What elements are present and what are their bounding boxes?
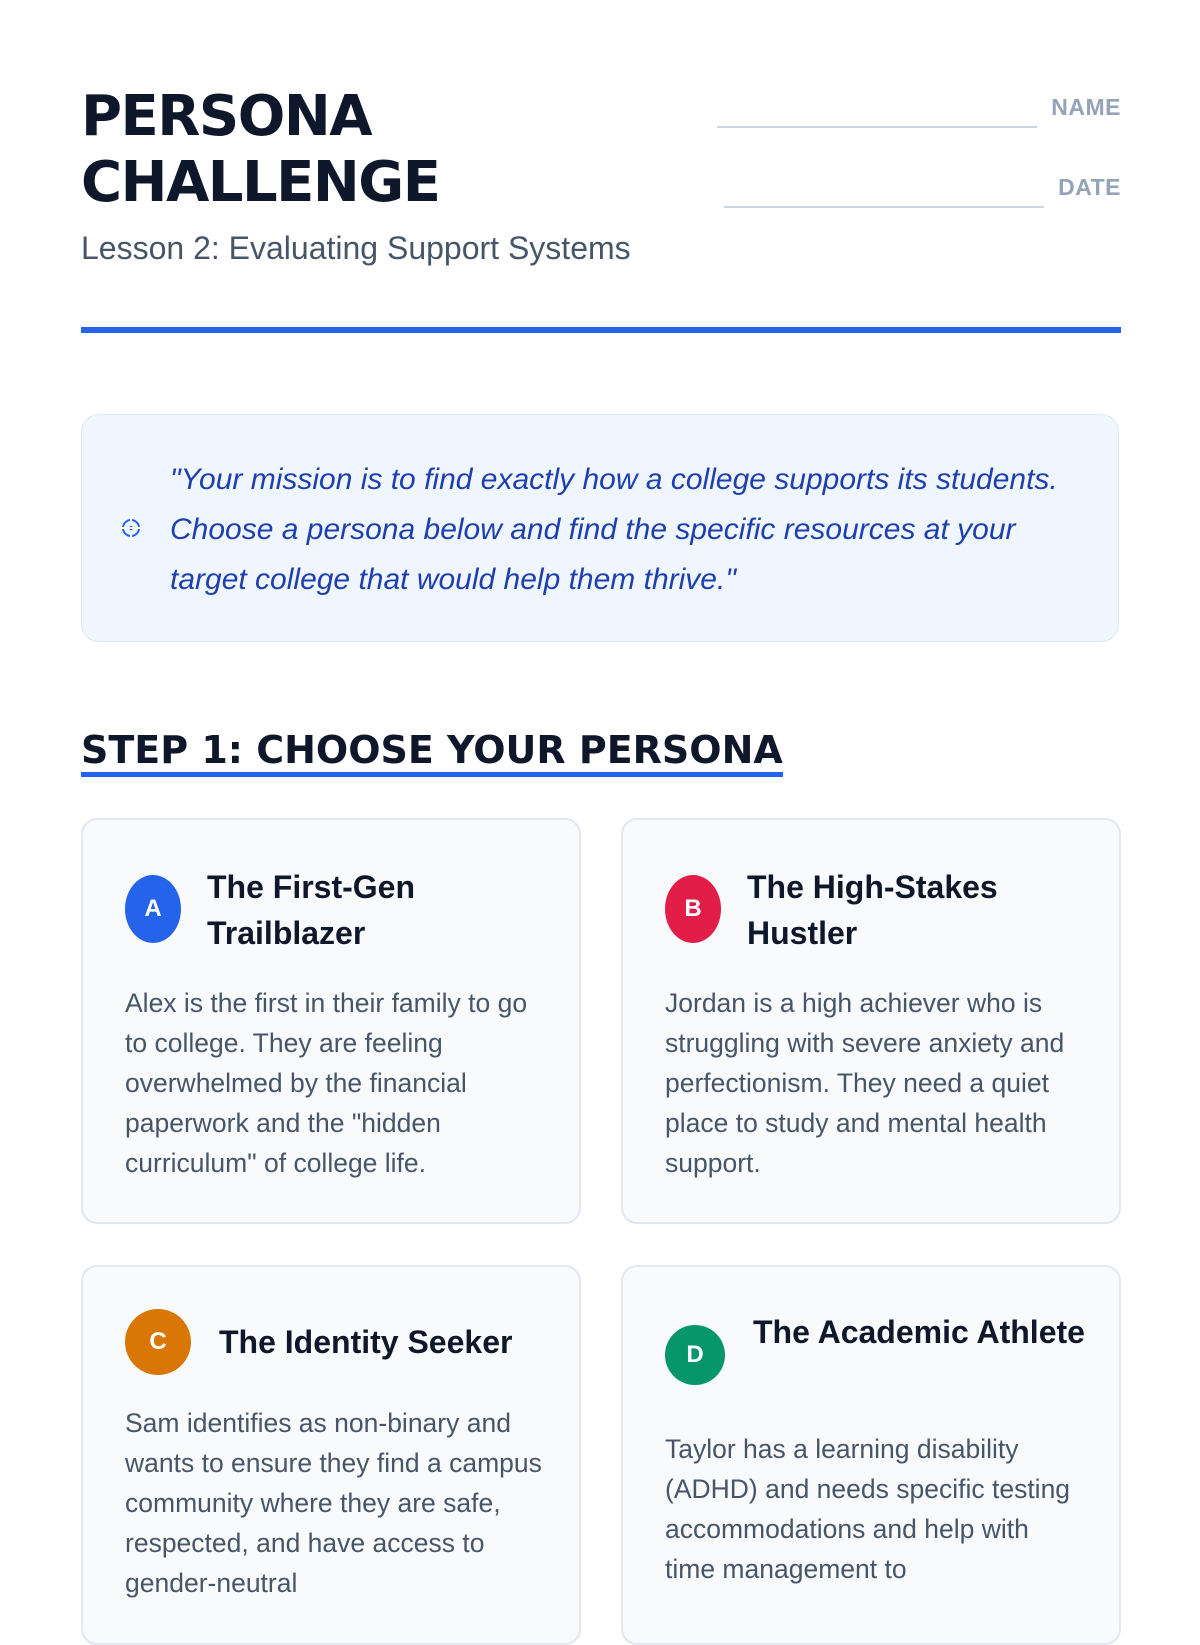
persona-description-c: Sam identifies as non-binary and wants to ensure they find a campus community where they are safe, respected, and have access to gender-neutral bbox=[125, 1408, 542, 1598]
persona-description-a: Alex is the first in their family to go to college. They are feeling overwhelmed by the financial paperwork and the "hidden curriculum" of college life. bbox=[125, 988, 528, 1178]
persona-card-b[interactable] bbox=[621, 818, 1121, 1224]
target-icon bbox=[122, 519, 140, 537]
persona-badge-d: D bbox=[665, 1325, 725, 1385]
persona-card-d[interactable] bbox=[621, 1265, 1121, 1645]
title-line-1: PERSONA bbox=[81, 84, 372, 149]
persona-badge-b: B bbox=[665, 875, 721, 943]
page-title bbox=[81, 84, 440, 216]
persona-card-c[interactable] bbox=[81, 1265, 581, 1645]
step-1-heading: STEP 1: CHOOSE YOUR PERSONA bbox=[81, 728, 783, 777]
date-label: DATE bbox=[1058, 174, 1121, 200]
name-line[interactable] bbox=[717, 126, 1037, 128]
persona-badge-c: C bbox=[125, 1309, 191, 1375]
mission-box bbox=[81, 414, 1119, 642]
date-field[interactable] bbox=[724, 175, 1121, 199]
worksheet-page bbox=[81, 0, 1121, 1600]
date-line[interactable] bbox=[724, 206, 1044, 208]
lesson-subtitle: Lesson 2: Evaluating Support Systems bbox=[81, 230, 631, 266]
persona-description-d: Taylor has a learning disability (ADHD) and needs specific testing accommodations and help with time management to bbox=[665, 1434, 1071, 1584]
persona-name-b: The High-Stakes Hustler bbox=[747, 869, 998, 951]
name-label: NAME bbox=[1051, 94, 1121, 120]
title-line-2: CHALLENGE bbox=[81, 150, 440, 215]
mission-text: "Your mission is to find exactly how a college supports its students. Choose a persona below and find the specific resources at your target college that would help them thrive." bbox=[170, 463, 1058, 596]
persona-description-b: Jordan is a high achiever who is struggling with severe anxiety and perfectionism. They need a quiet place to study and mental health support. bbox=[665, 988, 1065, 1178]
persona-name-a: The First-Gen Trailblazer bbox=[207, 869, 416, 951]
header-divider bbox=[81, 327, 1121, 333]
persona-name-d: The Academic Athlete bbox=[753, 1314, 1085, 1350]
persona-card-a[interactable] bbox=[81, 818, 581, 1224]
persona-name-c: The Identity Seeker bbox=[219, 1324, 513, 1360]
persona-badge-a: A bbox=[125, 875, 181, 943]
name-field[interactable] bbox=[717, 95, 1121, 119]
